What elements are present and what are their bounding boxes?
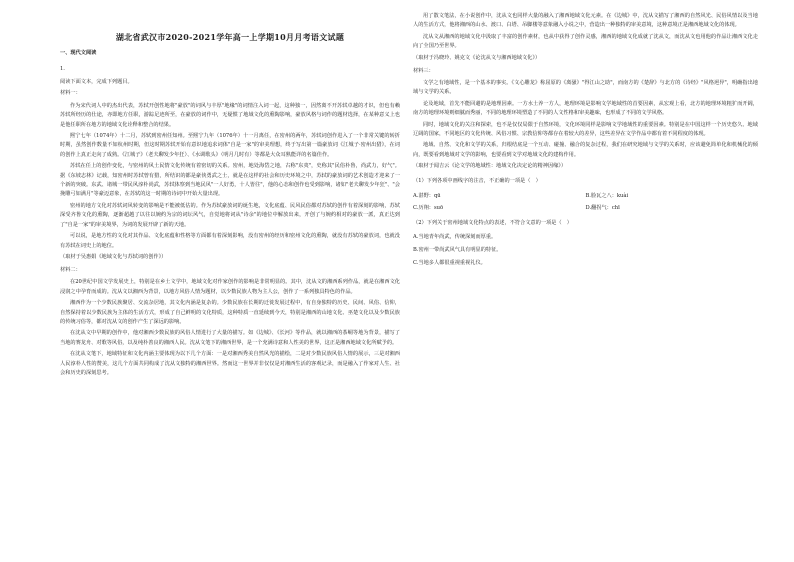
section-heading: 一、现代文阅读 xyxy=(60,50,97,56)
paragraph: 可以说，是地方性的文化对其作品、文化底蕴和性格等方面都有着深刻影响，没有密州的经历和密州文化的熏陶，就没有苏轼的豪放词，也就没有苏轼在词史上的地位。 xyxy=(60,233,400,249)
material-label: 材料二： xyxy=(60,266,81,273)
paragraph: 地域、自然、文化和文学的关系，归根结底是一个互动、碰撞、融合的复杂过程，我们在研究地域与文学的关系时，应该避免简单化和机械化的倾向，既要看到地域对文学的影响，也要看到文学对地域文化的建构作用。 xyxy=(413,142,758,158)
question-number: 1. xyxy=(60,66,65,72)
option-row xyxy=(413,191,758,201)
paragraph: 密州的地方文化对苏轼词风转变的影响是不能被低估的。作为苏轼豪放词的诞生地，文化底蕴、民风民俗都对苏轼的创作有着深刻的影响，苏轼深受齐鲁文化的熏陶，逐渐超越了以往以婉约为宗的词坛风气，自觉地将词从"诗余"的地位中解放出来，开创了与婉约相对的豪放一派，真正达到了"自是一家"的审美境界，为词的发展开辟了新的天地。 xyxy=(60,202,400,228)
right-column xyxy=(413,12,758,557)
paragraph: 熙宁七年（1074年）十二月，苏轼到密州任知州。至熙宁九年（1076年）十一月离任，在密州的两年，苏轼词创作进入了一个非常关键的转折时期，虽然创作数量不如杭州时期，但这时期苏轼开始有意识地追求词体"自是一家"的审美理想，终于写出第一篇豪放词《江城子·密州出猎》，在词的创作上真正走向了成熟。《江城子》（老夫聊发少年狂）、《水调歌头》（明月几时有）等都是大众耳熟能详的名篇佳作。 xyxy=(60,133,400,158)
option-row xyxy=(413,203,758,213)
option-a[interactable]: A.湛野：qū xyxy=(413,192,441,199)
question-2: （2）下列关于密州地域文化特点的表述，不符合文意的一项是（ ） xyxy=(413,219,572,226)
source-citation: （取材于闻吉云《论文学的地域性：地域文化决定论的精神因缘》） xyxy=(413,163,567,170)
paragraph: 用了散文笔法，在小说创作中，沈从文也同样大量的融入了湘西地域文化元素。在《边城》中，沈从文描写了湘西的自然风光、民俗风情以及当地人的生活方式，他将湘西的山水、渡口、白塔、吊脚楼等意象融入小说之中，营造出一种独特的审美意境，这种意境正是湘西地域文化的体现。 xyxy=(413,13,758,29)
paragraph: 苏轼在任上的创作变化，与密州的风土民情文化传统有着密切的关系。密州，地处海岱之地，古称"东夷"，史称其"民俗朴鲁，尚武力，好气"。据《东坡志林》记载，知密州时苏轼曾有猎，所结识的都是豪侠勇武之士，就是在这样的社会和历史环境之中，苏轼的豪放词的艺术创造才迎来了一个新的突破。东武、诸城一带民风淳朴尚武，苏轼体察到当地民风"一人好勇，十人皆往"，他的心态和创作也受到影响，诸如"老夫聊发少年狂"、"会挽雕弓如满月"等豪迈意象，在苏轼的这一时期的诗词中开始大量出现。 xyxy=(60,163,400,198)
option-a[interactable]: A.当地青年尚武，传统深刻而厚重。 xyxy=(413,234,497,241)
paragraph: 作为宋代词人中的杰出代表，苏轼开创性地将"豪放"的词风与丰厚"地缘"的词情注入词一起，这种独一，因然离不开苏轼卓越的才识，但也有赖苏轼所经历的仕途，亦即地方任职，游踪足迹所至，在豪放的词作中，无疑惯了地域文化的熏陶影响，豪放风格与词作的题材选择，在某种意义上也是他任职所在地方的地域文化诠释和整合的结果。 xyxy=(60,102,400,128)
source-citation: （取材于吴惠娟《地域文化与苏轼词的创作》） xyxy=(60,253,167,260)
option-c[interactable]: C.历翔：suō xyxy=(413,204,444,211)
paragraph: 在20世纪中国文学发展史上，特别是在乡土文学中，地域文化对作家创作的影响是非常明显的。其中，沈从文的湘西系列作品，就是在湘西文化浸润之中孕育而成的。沈从文以湘西为背景，以地方风俗人情为题材，以少数民族人物为主人公，创作了一系列独具特色的作品。 xyxy=(60,279,400,295)
exam-title: 湖北省武汉市2020-2021学年高一上学期10月月考语文试题 xyxy=(115,32,345,42)
paragraph: 同时，地域文化的关注和探索，也不是仅仅局限于自然环境，文化环境同样是影响文学地域性的重要因素。特别是在中国这样一个历史悠久、地域辽阔的国家，不同地区的文化传统、风俗习惯、宗教信仰等都存在着较大的差异，这些差异在文学作品中都有着不同程度的体现。 xyxy=(413,121,758,138)
option-d[interactable]: D.翻拐气：chī xyxy=(585,204,620,211)
paragraph: 在沈从文中早期的创作中，他对湘西少数民族的风俗人情进行了大量的描写。如《边城》、《长河》等作品，就以湘西的茶峒等地为背景，描写了当地的赛龙舟、对歌等风俗，以及纯朴善良的湘西人民。沈从文笔下的湘西世界，是一个充满诗意和人性美的世界，这正是湘西地域文化所赋予的。 xyxy=(60,330,400,346)
paragraph: 湘西作为一个少数民族聚居、交流杂居地，其文化内涵是复杂的。少数民族在长期的迁徙发展过程中，有自身独特的历史、民间、风俗、信仰，自然保持着以少数民族为主体的生活方式，形成了自己鲜明的文化特质，这种特质一直延续到今天，特别是湘西的山地文化、巫楚文化以及少数民族的传统习俗等，都对沈从文的创作产生了深远的影响。 xyxy=(60,300,400,325)
option-b[interactable]: B.密州一带尚武风气具有明显的特征。 xyxy=(413,247,502,254)
material-label: 材料三： xyxy=(413,67,434,74)
paragraph: 在沈从文笔下，地域特征和文化内涵主要体现为以下几个方面：一是对湘西秀美自然风光的描绘，二是对少数民族风俗人情的展示，三是对湘西人民淳朴人性的赞美，这几个方面共同构成了沈从文独特的湘西世界。然而这一世界并非仅仅是对湘西生活的客观记录，而是融入了作家对人生、社会和历史的深刻思考。 xyxy=(60,351,400,376)
left-column xyxy=(60,12,400,557)
paragraph: 文学之有地域性，是一个基本的事实。《文心雕龙》称屈原的《离骚》"得江山之助"，而南方的《楚辞》与北方的《诗经》"风格迥异"，明确指出地域与文学的关系。 xyxy=(413,80,758,96)
option-b[interactable]: B.脸瓦之八：kuài xyxy=(585,192,629,199)
paragraph: 论及地域，首先不能回避的是地理因素。一方水土养一方人，地理环境是影响文学地域性的首要因素，从宏观上看，北方的地理环境粗犷而开阔，南方的地理环境则细腻而秀丽，不同的地理环境塑造了不同的人文性格和审美趣味，也形成了不同的文学风格。 xyxy=(413,100,758,117)
option-c[interactable]: C.当地多人都很重视重视礼仪。 xyxy=(413,260,486,267)
instruction: 阅读下面文本，完成下列题目。 xyxy=(60,79,133,85)
question-1: （1）下列各项中画线字的注音，不正确的一项是（ ） xyxy=(413,178,541,185)
paragraph: 沈从文从湘西的地域文化中汲取了丰富的创作素材，也从中获得了创作灵感，湘西的地域文化成就了沈从文，而沈从文也用他的作品让湘西文化走向了全国乃至世界。 xyxy=(413,33,758,50)
source-citation: （取材于冯晓玲、姚克文《论沈从文与湘西地域文化》） xyxy=(413,54,541,61)
material-label: 材料一： xyxy=(60,90,81,97)
